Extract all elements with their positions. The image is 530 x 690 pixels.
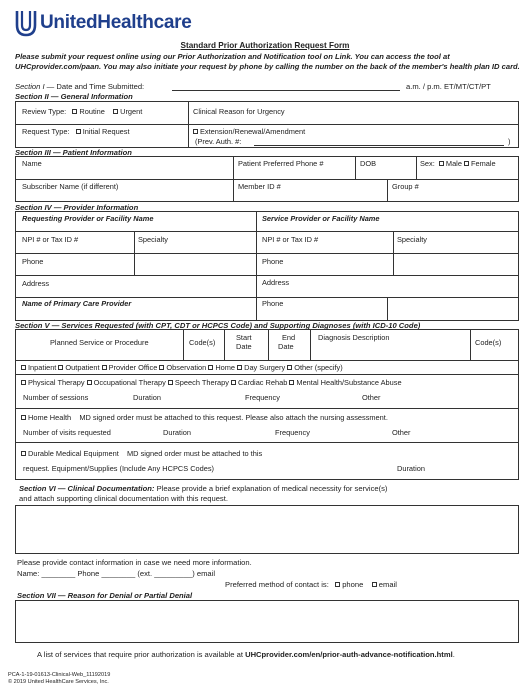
day-surgery-checkbox[interactable] xyxy=(237,365,242,370)
prev-auth-label: (Prev. Auth. #: xyxy=(195,137,242,146)
logo-wordmark: UnitedHealthcare xyxy=(40,12,192,33)
end-header: End xyxy=(282,333,296,342)
contact-preference: Preferred method of contact is: phone email xyxy=(225,580,397,589)
end-date-header: Date xyxy=(278,342,294,351)
section-6-text2: and attach supporting clinical documentation with this request. xyxy=(19,494,228,503)
group-label: Group # xyxy=(392,182,419,191)
member-id-label: Member ID # xyxy=(238,182,281,191)
male-checkbox[interactable] xyxy=(439,161,444,166)
auth-list-note: A list of services that require prior authorization is available at UHCprovider.com/en/prior-auth-advance-notification.html. xyxy=(37,650,455,659)
review-type-label: Review Type: Routine Urgent xyxy=(22,107,143,116)
section-6-title: Section VI — Clinical Documentation: Please provide a brief explanation of medical necessity for service(s) xyxy=(19,484,388,493)
request-type-label: Request Type: Initial Request xyxy=(22,127,130,136)
extension-label: Extension/Renewal/Amendment xyxy=(193,127,305,136)
time-zone-text: a.m. / p.m. ET/MT/CT/PT xyxy=(406,82,491,91)
dme-checkbox[interactable] xyxy=(21,451,26,456)
provider-office-checkbox[interactable] xyxy=(102,365,107,370)
speech-checkbox[interactable] xyxy=(168,380,173,385)
svc-npi-label: NPI # or Tax ID # xyxy=(262,235,319,244)
routine-checkbox[interactable] xyxy=(72,109,77,114)
therapy-options: Physical Therapy Occupational Therapy Speech Therapy Cardiac Rehab Mental Health/Substance Abuse xyxy=(21,378,402,387)
therapy-other-label: Other xyxy=(362,393,381,402)
other-setting-checkbox[interactable] xyxy=(287,365,292,370)
patient-phone-label: Patient Preferred Phone # xyxy=(238,159,324,168)
section-3-title: Section III — Patient Information xyxy=(15,148,132,157)
denial-reason-field[interactable] xyxy=(15,600,519,643)
section-4-title: Section IV — Provider Information xyxy=(15,203,139,212)
setting-options: Inpatient Outpatient Provider Office Observation Home Day Surgery Other (specify) xyxy=(21,363,343,372)
initial-request-checkbox[interactable] xyxy=(76,129,81,134)
logo xyxy=(14,8,191,38)
home-health-checkbox[interactable] xyxy=(21,415,26,420)
svc-phone-label: Phone xyxy=(262,257,284,266)
female-checkbox[interactable] xyxy=(464,161,469,166)
uhc-logo-icon xyxy=(14,9,38,37)
pt-checkbox[interactable] xyxy=(21,380,26,385)
copyright: © 2019 United HealthCare Services, Inc. xyxy=(8,679,109,685)
pref-phone-checkbox[interactable] xyxy=(335,582,340,587)
observation-checkbox[interactable] xyxy=(159,365,164,370)
req-phone-label: Phone xyxy=(22,257,44,266)
patient-info-box xyxy=(15,156,519,202)
num-sessions-label: Number of sessions xyxy=(23,393,89,402)
req-npi-label: NPI # or Tax ID # xyxy=(22,235,79,244)
pref-email-checkbox[interactable] xyxy=(372,582,377,587)
hh-other-label: Other xyxy=(392,428,411,437)
intro-text: Please submit your request online using our Prior Authorization and Notification tool on Link. You can access the tool at UHCprovider.com/paan. You may also initiate your request by phone by calling the number on the back of the member's health plan ID card. xyxy=(15,52,520,71)
section-1-label: Section I — Date and Time Submitted: xyxy=(15,82,145,91)
datetime-line[interactable] xyxy=(172,90,400,91)
service-provider-label: Service Provider or Facility Name xyxy=(262,214,380,223)
form-title: Standard Prior Authorization Request Form xyxy=(180,41,350,50)
section-5-title: Section V — Services Requested (with CPT, CDT or HCPCS Code) and Supporting Diagnoses (with ICD-10 Code) xyxy=(15,321,421,330)
section-7-title: Section VII — Reason for Denial or Partial Denial xyxy=(17,591,193,600)
provider-info-box xyxy=(15,211,519,321)
clinical-reason-label: Clinical Reason for Urgency xyxy=(193,107,285,116)
cardiac-checkbox[interactable] xyxy=(231,380,236,385)
dme-row: Durable Medical Equipment MD signed order must be attached to this xyxy=(21,449,262,458)
dme-duration-label: Duration xyxy=(397,464,425,473)
inpatient-checkbox[interactable] xyxy=(21,365,26,370)
home-checkbox[interactable] xyxy=(208,365,213,370)
general-info-box xyxy=(15,101,519,148)
hh-duration-label: Duration xyxy=(163,428,191,437)
start-date-header: Date xyxy=(236,342,252,351)
therapy-frequency-label: Frequency xyxy=(245,393,280,402)
therapy-duration-label: Duration xyxy=(133,393,161,402)
subscriber-label: Subscriber Name (if different) xyxy=(22,182,119,191)
clinical-documentation-field[interactable] xyxy=(15,505,519,554)
requesting-provider-label: Requesting Provider or Facility Name xyxy=(22,214,154,223)
dob-label: DOB xyxy=(360,159,377,168)
services-box xyxy=(15,329,519,480)
codes-header: Code(s) xyxy=(189,338,216,347)
diag-codes-header: Code(s) xyxy=(475,338,502,347)
prev-auth-close: ) xyxy=(508,137,511,146)
hh-frequency-label: Frequency xyxy=(275,428,310,437)
contact-prompt: Please provide contact information in case we need more information. xyxy=(17,558,252,567)
req-address-label: Address xyxy=(22,279,50,288)
patient-name-label: Name xyxy=(22,159,42,168)
extension-checkbox[interactable] xyxy=(193,129,198,134)
num-visits-label: Number of visits requested xyxy=(23,428,111,437)
outpatient-checkbox[interactable] xyxy=(58,365,63,370)
sex-label: Sex: Male Female xyxy=(420,159,496,168)
mental-health-checkbox[interactable] xyxy=(289,380,294,385)
home-health-row: Home Health MD signed order must be attached to this request. Please also attach the nursing assessment. xyxy=(21,413,388,422)
ot-checkbox[interactable] xyxy=(87,380,92,385)
dme-note-2: request. Equipment/Supplies (Include Any HCPCS Codes) xyxy=(23,464,215,473)
req-specialty-label: Specialty xyxy=(138,235,168,244)
diagnosis-header: Diagnosis Description xyxy=(318,333,390,342)
urgent-checkbox[interactable] xyxy=(113,109,118,114)
pcp-phone-label: Phone xyxy=(262,299,284,308)
pcp-label: Name of Primary Care Provider xyxy=(22,299,132,308)
section-2-title: Section II — General Information xyxy=(15,92,133,101)
svc-specialty-label: Specialty xyxy=(397,235,427,244)
prev-auth-line[interactable] xyxy=(254,145,504,146)
form-id: PCA-1-19-01613-Clinical-Web_11192019 xyxy=(8,672,111,678)
auth-list-link[interactable]: UHCprovider.com/en/prior-auth-advance-notification.html xyxy=(245,650,453,659)
svc-address-label: Address xyxy=(262,278,290,287)
contact-fields[interactable]: Name: ________ Phone ________ (ext. _________) email xyxy=(17,569,216,578)
start-header: Start xyxy=(236,333,252,342)
planned-service-header: Planned Service or Procedure xyxy=(50,338,149,347)
